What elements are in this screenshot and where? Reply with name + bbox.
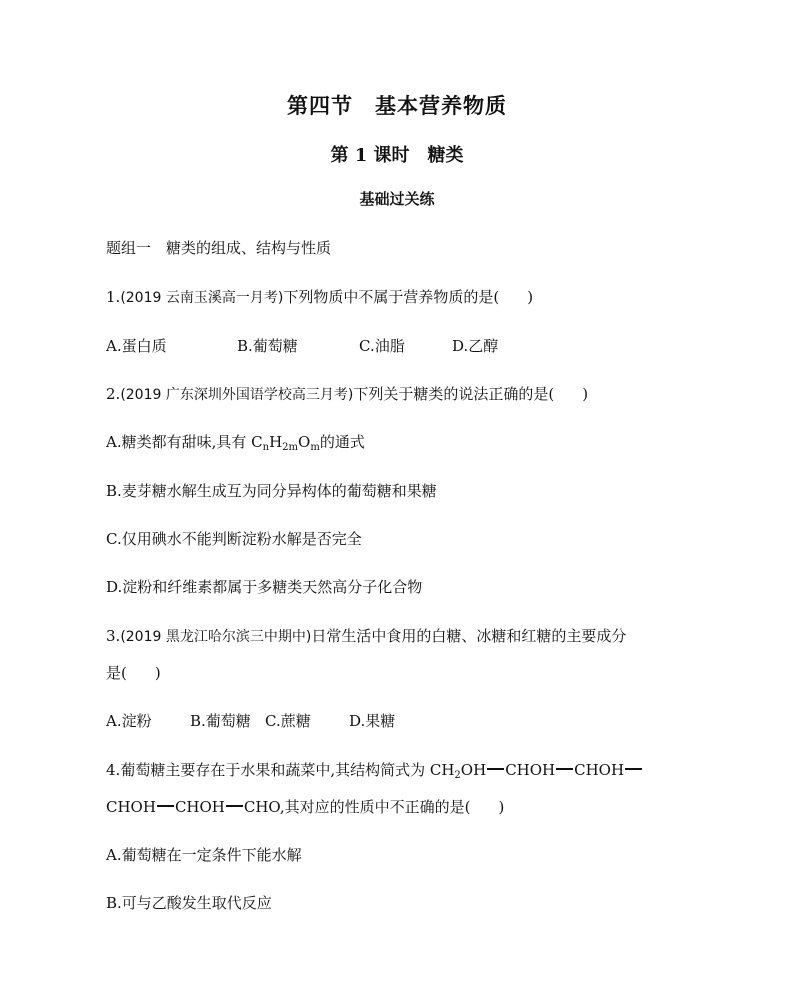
question-source: (2019 云南玉溪高一月考) [120,290,284,306]
question-stem: 下列关于糖类的说法正确的是( [353,385,555,403]
question-4: 4.葡萄糖主要存在于水果和蔬菜中,其结构简式为 $CH_2OH$ CHOH CHOH [106,760,643,786]
option-c: C.蔗糖 [265,712,311,730]
bond-line [487,768,504,770]
lesson-title: 第 1 课时 糖类 [330,145,464,166]
answer-paren-close: ) [154,664,161,682]
question-stem: 日常生活中食用的白糖、冰糖和红糖的主要成分 [311,627,627,645]
option-d: D.淀粉和纤维素都属于多糖类天然高分子化合物 [106,578,423,596]
option-d: D.乙醇 [452,337,499,355]
group-title: 题组一 糖类的组成、结构与性质 [106,239,332,257]
option-b: B.葡萄糖 [190,712,251,730]
option-a: A.葡萄糖在一定条件下能水解 [106,846,302,864]
question-1 [106,287,533,308]
option-c: C.仅用碘水不能判断淀粉水解是否完全 [106,530,362,548]
section-title: 第四节 基本营养物质 [287,93,507,118]
question-stem: 葡萄糖主要存在于水果和蔬菜中,其结构简式为 CH [120,761,455,779]
option-a: A.蛋白质 [106,337,167,355]
question-source: (2019 广东深圳外国语学校高三月考) [120,387,354,403]
question-number: 2. [106,385,121,403]
question-1-options [106,336,498,356]
question-number: 4. [106,761,121,779]
option-c: C.油脂 [359,337,405,355]
question-number: 3. [106,627,121,645]
option-b: B.麦芽糖水解生成互为同分异构体的葡萄糖和果糖 [106,482,437,500]
option-b: B.葡萄糖 [237,337,298,355]
bond-line [157,805,174,807]
question-4-continued: CHOH CHOH CHO,其对应的性质中不正确的是( ) [106,798,505,816]
option-d: D.果糖 [349,712,396,730]
bond-line [625,768,642,770]
question-stem: 下列物质中不属于营养物质的是( [283,288,500,306]
answer-paren-close: ) [498,798,505,816]
question-2 [106,384,588,405]
question-number: 1. [106,288,121,306]
answer-paren-close: ) [527,288,534,306]
question-source: (2019 黑龙江哈尔滨三中期中) [120,629,312,645]
question-3-options [106,711,395,731]
practice-title: 基础过关练 [359,190,435,208]
question-3-continued: 是( ) [106,664,161,682]
question-3 [106,626,626,647]
bond-line [556,768,573,770]
bond-line [226,805,243,807]
answer-paren-close: ) [582,385,589,403]
option-b: B.可与乙酸发生取代反应 [106,894,272,912]
option-a: A.淀粉 [106,712,152,730]
option-a: A.糖类都有甜味,具有 $C_nH_{2m}O_m$的通式 [106,433,365,453]
